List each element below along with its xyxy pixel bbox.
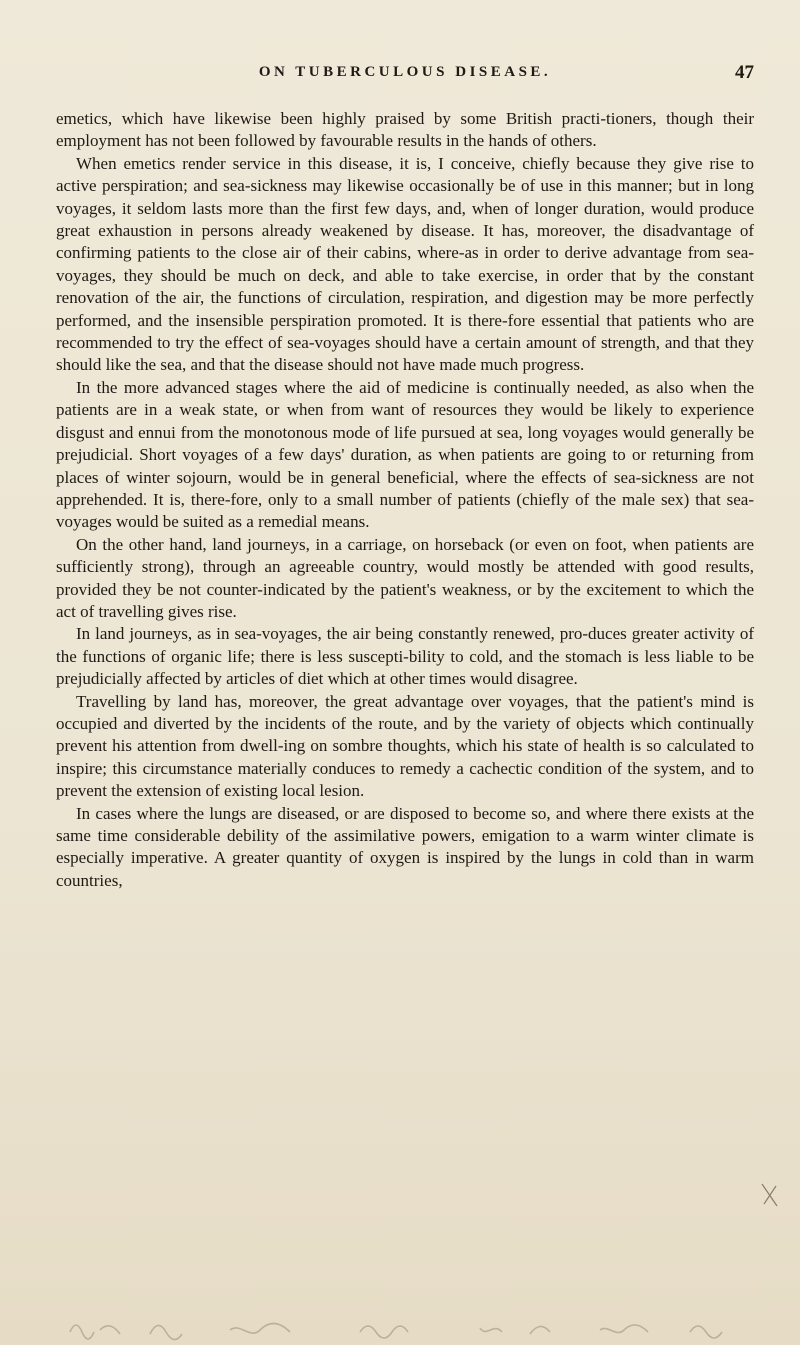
paragraph-emetics: When emetics render service in this disease, it is, I conceive, chiefly because they give rise to active perspiration; and sea-sickness may likewise occasionally be of use in this manner; but in long voyages, it seldom lasts more than the first few days, and, when of longer duration, would produce great exhaustion in persons already weakened by disease. It has, moreover, the disadvantage of confirming patients to the close air of their cabins, where-as in order to derive advantage from sea-voyages, they should be much on deck, and able to take exercise, in order that by the constant renovation of the air, the functions of circulation, respiration, and digestion may be more perfectly performed, and the insensible perspiration promoted. It is there-fore essential that patients who are recommended to try the effect of sea-voyages should have a certain amount of strength, and that they should like the sea, and that the disease should not have made much progress. — [56, 153, 754, 375]
paragraph-travelling-by-land: Travelling by land has, moreover, the great advantage over voyages, that the patient's mind is occupied and diverted by the incidents of the route, and by the variety of objects which continually prevent his attention from dwell-ing on sombre thoughts, which his state of health is so calculated to inspire; this circumstance materially conduces to remedy a cachectic condition of the system, and to prevent the extension of existing local lesion. — [56, 691, 754, 801]
paragraph-continuation: emetics, which have likewise been highly praised by some British practi-tioners, though their employment has not been followed by favourable results in the hands of others. — [56, 109, 754, 151]
page-number: 47 — [735, 62, 754, 83]
pencil-mark-icon — [759, 1180, 781, 1210]
paragraph-air-renewed: In land journeys, as in sea-voyages, the air being constantly renewed, pro-duces greater activity of the functions of organic life; there is less suscepti-bility to cold, and the stomach is less liable to be prejudicially affected by articles of diet which at other times would disagree. — [56, 624, 754, 689]
bleed-through-handwriting — [60, 1312, 760, 1342]
running-head — [56, 64, 754, 90]
paragraph-emigration: In cases where the lungs are diseased, or are disposed to become so, and where there exists at the same time considerable debility of the assimilative powers, emigation to a warm winter climate is especially imperative. A greater quantity of oxygen is inspired by the lungs in cold than in warm countries, — [56, 803, 754, 890]
paragraph-advanced-stages: In the more advanced stages where the aid of medicine is continually needed, as also when the patients are in a weak state, or when from want of resources they would be likely to experience disgust and ennui from the monotonous mode of life pursued at sea, long voyages would generally be prejudicial. Short voyages of a few days' duration, as when patients are going to or returning from places of winter sojourn, would be in general beneficial, where the effects of sea-sickness are not apprehended. It is, there-fore, only to a small number of patients (chiefly of the male sex) that sea-voyages would be suited as a remedial means. — [56, 377, 754, 532]
paragraph-land-journeys: On the other hand, land journeys, in a carriage, on horseback (or even on foot, when patients are sufficiently strong), through an agreeable country, would mostly be attended with good results, provided they be not counter-indicated by the patient's weakness, or by the excitement to which the act of travelling gives rise. — [56, 534, 754, 621]
body-text — [56, 108, 754, 892]
running-title: ON TUBERCULOUS DISEASE. — [258, 64, 552, 80]
